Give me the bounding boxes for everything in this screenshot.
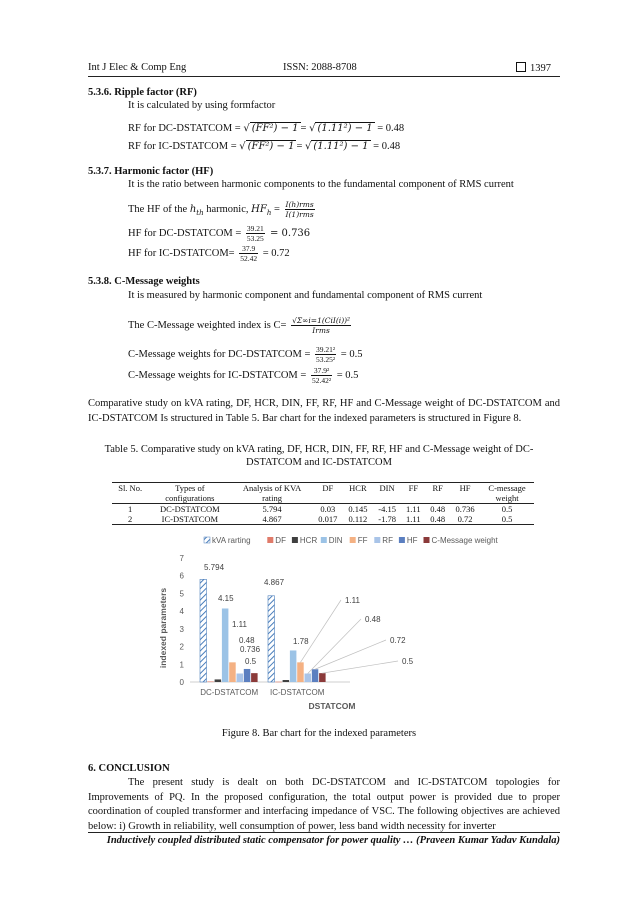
x-tick-label: IC-DSTATCOM (270, 688, 325, 697)
table-cell: 5.794 (262, 504, 282, 514)
cmsg-dc-label: C-Message weights for DC-DSTATCOM = (128, 348, 314, 360)
table5-header-row2 (112, 493, 534, 504)
hf-dc-equation (128, 224, 310, 243)
data-label: 0.736 (240, 645, 261, 654)
rf-dc-equation: RF for DC-DSTATCOM = √ (FF²) − 1 = √ (1.11²) − 1 = 0.48 (128, 123, 405, 134)
table-cell: 1 (128, 504, 133, 514)
table-header: RF (425, 483, 450, 494)
bar (297, 662, 304, 682)
cmsg-dc-equation (128, 345, 362, 364)
table5-caption-line1: Table 5. Comparative study on kVA rating, DF, HCR, DIN, FF, RF, HF and C-Message weight of DC- (104, 444, 534, 455)
table-cell: 0.736 (455, 504, 475, 514)
y-axis-label: indexed parameters (158, 587, 168, 669)
bar-chart-svg (160, 532, 524, 720)
table-header (401, 493, 425, 504)
leader-line (300, 600, 341, 662)
cmsg-index-label: The C-Message weighted index is C= (128, 319, 290, 331)
footer-running-title: Inductively coupled distributed static compensator for power quality … (Praveen Kumar Yadav Kundala) (106, 835, 560, 846)
hf-ic-label: HF for IC-DSTATCOM= (128, 247, 238, 259)
page-number: 1397 (530, 63, 551, 74)
table-cell: 0.145 (348, 504, 368, 514)
rf-ic-label: RF for IC-DSTATCOM = (128, 141, 240, 152)
table-header: Sl. No. (112, 483, 148, 494)
cmsg-ic-num: 37.9² (311, 366, 332, 376)
table-row (112, 504, 534, 515)
table-header: rating (231, 493, 312, 504)
legend-entry: DIN (328, 536, 343, 545)
legend-entry: kVA rarting (212, 536, 251, 545)
cmsg-dc-fraction (315, 345, 336, 364)
data-label: 0.5 (245, 657, 257, 666)
table-cell: 0.48 (425, 514, 450, 525)
legend-entry: C-Message weight (431, 536, 498, 545)
legend-entry: HF (406, 536, 418, 545)
bar (215, 679, 222, 682)
rf-result: = 0.48 (374, 123, 405, 134)
conclusion-text: The present study is dealt on both DC-DSTATCOM and IC-DSTATCOM topologies for Improvements of PQ. In the proposed configuration, the total output power is provided due to proper coordination of coupled transformer and interfacing impedance of VSC. The following objectives are achieved below: i) Growth in reliability, well consumption of power, less band width necessity for inverter (88, 777, 560, 832)
data-label: 1.11 (232, 620, 247, 629)
table-cell: 0.72 (450, 514, 480, 525)
hf-dc-fraction (246, 224, 265, 243)
data-label: 0.48 (239, 636, 255, 645)
hf-def-eq: = (271, 203, 283, 215)
y-tick-label: 7 (179, 554, 184, 563)
y-tick-label: 2 (179, 642, 184, 652)
cmsg-dc-num: 39.21² (316, 345, 336, 354)
checkbox-square-icon (516, 62, 526, 72)
hf-dc-label: HF for DC-DSTATCOM = (128, 227, 244, 239)
data-label: 1.78 (293, 637, 309, 646)
rf-dc-label: RF for DC-DSTATCOM = (128, 123, 244, 134)
cmsg-dc-den: 53.25² (316, 355, 336, 364)
cmsg-ic-fraction (311, 366, 332, 385)
table-cell: 0.112 (343, 514, 373, 525)
table-row (112, 514, 534, 525)
bar (251, 673, 258, 682)
y-tick-label: 3 (179, 624, 184, 634)
table-header: C-message (480, 483, 534, 494)
conclusion-title: 6. CONCLUSION (88, 763, 170, 774)
table-header: Analysis of KVA (231, 483, 312, 494)
bar (283, 680, 290, 682)
issn: ISSN: 2088-8708 (283, 62, 357, 73)
hf-ic-fraction (239, 244, 258, 263)
hf-ic-result: = 0.72 (260, 247, 290, 259)
table-cell: 0.017 (313, 514, 343, 525)
cmsg-description: It is measured by harmonic component and fundamental component of RMS current (128, 290, 483, 301)
leader-line (322, 661, 398, 673)
table5-header-row1 (112, 483, 534, 494)
table-header (112, 493, 148, 504)
page-number-block (516, 62, 551, 74)
legend-swatch (424, 537, 430, 543)
cmsg-dc-result: = 0.5 (338, 348, 363, 360)
table5-caption-line2: DSTATCOM and IC-DSTATCOM (246, 457, 392, 468)
footer-rule (88, 832, 560, 833)
table-cell: 0.5 (501, 504, 513, 514)
table-header (313, 493, 343, 504)
bar (275, 682, 282, 683)
bar (237, 673, 244, 682)
bar (268, 596, 275, 682)
cmsg-index-den: Irms (312, 326, 330, 335)
rf-result-ic: = 0.48 (370, 141, 401, 152)
hf-def-sub: th (196, 209, 204, 217)
hf-def-prefix: The HF of the (128, 203, 190, 215)
section-title-cmsg: 5.3.8. C-Message weights (88, 276, 200, 287)
table-cell: 1.11 (406, 504, 421, 514)
hf-ic-den: 52.42 (240, 254, 258, 263)
table-header: weight (480, 493, 534, 504)
legend-entry: FF (357, 536, 368, 545)
bar (312, 669, 319, 682)
data-label: 0.48 (365, 615, 381, 624)
rf-subst: (1.11²) − 1 (317, 123, 373, 134)
y-tick-label: 0 (179, 678, 184, 687)
legend-swatch (321, 537, 327, 543)
hf-def-den: I(1)rms (285, 210, 314, 219)
cmsg-ic-label: C-Message weights for IC-DSTATCOM = (128, 369, 309, 381)
journal-name: Int J Elec & Comp Eng (88, 62, 187, 73)
data-label: 1.11 (345, 596, 360, 605)
table-header: HF (450, 483, 480, 494)
data-label: 0.5 (402, 657, 414, 666)
table-cell: DC-DSTATCOM (159, 504, 220, 514)
rf-formula: (FF²) − 1 (251, 123, 299, 134)
y-tick-label: 4 (179, 607, 184, 617)
header-rule (88, 76, 560, 77)
table-header: DF (313, 483, 343, 494)
hf-definition (128, 200, 317, 219)
hf-def-fraction (285, 200, 315, 219)
bar (207, 681, 214, 682)
rf-formula-ic: (FF²) − 1 (247, 141, 295, 152)
data-label: 0.72 (390, 636, 406, 645)
data-label: 4.15 (218, 594, 234, 603)
table-header: DIN (373, 483, 401, 494)
table-cell: -4.15 (378, 504, 396, 514)
table5 (112, 482, 534, 525)
legend-entry: DF (275, 536, 286, 545)
cmsg-ic-den: 52.42² (311, 376, 332, 385)
table-cell: 4.867 (231, 514, 312, 525)
table-cell: 0.03 (320, 504, 336, 514)
comparative-paragraph: Comparative study on kVA rating, DF, HCR, DIN, FF, RF, HF and C-Message weight of DC-DSTATCOM and IC-DSTATCOM Is structured in Table 5. Bar chart for the indexed parameters is structured in Figure 8. (88, 398, 560, 424)
cmsg-index-fraction (291, 316, 351, 335)
table-cell: 1.11 (401, 514, 425, 525)
rf-ic-equation: RF for IC-DSTATCOM = √ (FF²) − 1 = √ (1.11²) − 1 = 0.48 (128, 141, 401, 152)
bar (200, 579, 207, 682)
table-header: HCR (343, 483, 373, 494)
section-title-hf: 5.3.7. Harmonic factor (HF) (88, 166, 214, 177)
legend-swatch (350, 537, 356, 543)
y-tick-label: 1 (179, 660, 184, 670)
rf-description: It is calculated by using formfactor (128, 100, 276, 111)
hf-def-mid: harmonic, (203, 203, 252, 215)
data-label: 4.867 (264, 578, 285, 587)
legend-entry: HCR (299, 536, 318, 545)
y-tick-label: 6 (179, 571, 184, 581)
cmsg-ic-equation (128, 366, 358, 385)
rf-subst-ic: (1.11²) − 1 (313, 141, 369, 152)
hf-def-h: h (189, 203, 197, 215)
figure8-chart (160, 532, 524, 720)
bar (222, 608, 229, 682)
hf-description: It is the ratio between harmonic components to the fundamental component of RMS current (128, 179, 514, 190)
bar (319, 673, 326, 682)
hf-dc-result: = 0.736 (266, 227, 311, 239)
table-header (450, 493, 480, 504)
table-cell: IC-DSTATCOM (148, 514, 231, 525)
bar (229, 662, 236, 682)
cmsg-index-equation (128, 316, 353, 335)
table-cell: 2 (112, 514, 148, 525)
table-header (373, 493, 401, 504)
legend-swatch (204, 537, 210, 543)
legend-swatch (292, 537, 298, 543)
table-header: FF (401, 483, 425, 494)
data-label: 5.794 (204, 563, 225, 572)
hf-dc-num: 39.21 (246, 224, 264, 233)
table-cell: -1.78 (373, 514, 401, 525)
figure8-caption: Figure 8. Bar chart for the indexed parameters (221, 728, 417, 739)
hf-def-hf-sub: h (266, 209, 272, 217)
x-tick-label: DC-DSTATCOM (200, 688, 259, 697)
hf-ic-equation (128, 244, 290, 263)
table-header (425, 493, 450, 504)
legend-swatch (267, 537, 273, 543)
legend-entry: RF (382, 536, 393, 545)
y-tick-label: 5 (179, 589, 184, 599)
cmsg-ic-result: = 0.5 (334, 369, 359, 381)
section-title-rf: 5.3.6. Ripple factor (RF) (88, 87, 197, 98)
bar (290, 650, 297, 682)
leader-line (308, 619, 361, 673)
hf-ic-num: 37.9 (239, 244, 258, 254)
table-header: Types of (148, 483, 231, 494)
legend-swatch (374, 537, 380, 543)
table-header: configurations (148, 493, 231, 504)
cmsg-index-num: √Σ∞i=1(CiI(i))² (292, 316, 351, 325)
bar (305, 673, 312, 682)
bar (244, 669, 251, 682)
table-cell: 0.48 (430, 504, 446, 514)
table-cell: 0.5 (480, 514, 534, 525)
hf-def-hf: HF (251, 203, 267, 215)
table-header (343, 493, 373, 504)
hf-def-num: I(h)rms (285, 200, 314, 209)
x-axis-label: DSTATCOM (308, 701, 356, 711)
legend-swatch (399, 537, 405, 543)
hf-dc-den: 53.25 (246, 234, 264, 243)
